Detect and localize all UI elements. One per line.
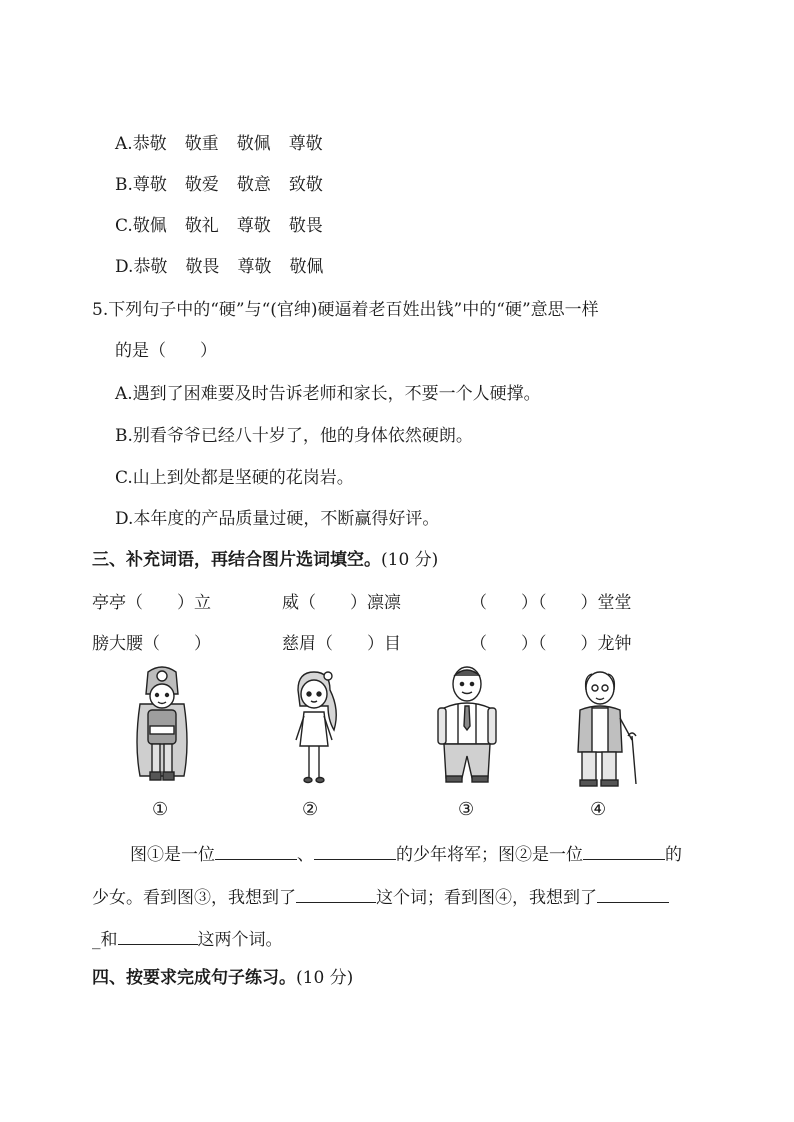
option-word: 尊敬 <box>288 134 323 154</box>
option-word: 尊敬 <box>237 257 272 277</box>
young-general-figure <box>130 664 194 788</box>
option-word: 敬畏 <box>185 257 220 277</box>
option-word: 敬佩 <box>289 257 324 277</box>
figure-label-4: ④ <box>590 799 607 820</box>
section-score: (10 分) <box>296 968 354 988</box>
option-word: 尊敬 <box>236 216 271 236</box>
answer-blank[interactable] <box>118 926 198 945</box>
fill-text: 的少年将军；图②是一位 <box>396 845 583 865</box>
q5-option-d: D.本年度的产品质量过硬，不断赢得好评。 <box>115 509 440 529</box>
option-word: 敬佩 <box>236 134 271 154</box>
q4-option-b <box>115 174 341 196</box>
q4-option-d <box>115 256 341 278</box>
fill-text: 图①是一位 <box>130 845 215 865</box>
q5-stem-line2: 的是（ ） <box>115 341 217 361</box>
q4-option-c <box>115 215 341 237</box>
section-score: (10 分) <box>381 550 439 570</box>
fill-text: 这个词；看到图④，我想到了 <box>376 888 597 908</box>
fill-text: 这两个词。 <box>197 930 283 950</box>
answer-blank[interactable] <box>314 841 396 860</box>
option-label: B. <box>115 175 133 195</box>
option-word: 恭敬 <box>132 134 167 154</box>
q4-option-a <box>115 133 341 155</box>
option-word: 致敬 <box>288 175 323 195</box>
option-word: 敬意 <box>236 175 271 195</box>
idiom-3: （ ）（ ）堂堂 <box>470 593 632 613</box>
fill-line-3 <box>92 926 283 951</box>
option-label: D. <box>115 257 134 277</box>
girl-figure <box>288 670 342 788</box>
figure-label-1: ① <box>152 799 169 820</box>
fill-text: _和 <box>92 930 118 950</box>
answer-blank[interactable] <box>597 884 669 903</box>
idiom-5: 慈眉（ ）目 <box>282 634 401 654</box>
answer-blank[interactable] <box>583 841 665 860</box>
option-word: 恭敬 <box>133 257 168 277</box>
section-title: 三、补充词语，再结合图片选词填空。 <box>92 550 381 570</box>
q5-option-b: B.别看爷爷已经八十岁了，他的身体依然硬朗。 <box>115 426 473 446</box>
option-word: 敬礼 <box>184 216 219 236</box>
option-word: 敬爱 <box>184 175 219 195</box>
fill-text: 的 <box>665 845 682 865</box>
section4-heading <box>92 967 353 989</box>
fill-line-2 <box>92 884 669 909</box>
option-word: 敬畏 <box>288 216 323 236</box>
option-word: 敬佩 <box>132 216 167 236</box>
option-word: 尊敬 <box>132 175 167 195</box>
option-label: C. <box>115 216 133 236</box>
section3-heading <box>92 549 438 571</box>
idiom-4: 膀大腰（ ） <box>92 634 211 654</box>
option-label: A. <box>115 134 133 154</box>
section-title: 四、按要求完成句子练习。 <box>92 968 296 988</box>
figure-label-3: ③ <box>458 799 475 820</box>
fill-text: 、 <box>297 845 314 865</box>
fill-text: 少女。看到图③，我想到了 <box>92 888 296 908</box>
idiom-2: 威（ ）凛凛 <box>282 593 401 613</box>
answer-blank[interactable] <box>215 841 297 860</box>
q5-stem-line1: 5.下列句子中的“硬”与“(官绅)硬逼着老百姓出钱”中的“硬”意思一样 <box>92 300 599 320</box>
idiom-6: （ ）（ ）龙钟 <box>470 634 632 654</box>
stout-man-figure <box>432 664 502 788</box>
option-word: 敬重 <box>184 134 219 154</box>
q5-option-a: A.遇到了困难要及时告诉老师和家长，不要一个人硬撑。 <box>115 384 541 404</box>
answer-blank[interactable] <box>296 884 376 903</box>
figure-label-2: ② <box>302 799 319 820</box>
idiom-1: 亭亭（ ）立 <box>92 593 211 613</box>
q5-option-c: C.山上到处都是坚硬的花岗岩。 <box>115 468 354 488</box>
fill-line-1 <box>130 841 682 866</box>
old-man-figure <box>570 668 644 788</box>
